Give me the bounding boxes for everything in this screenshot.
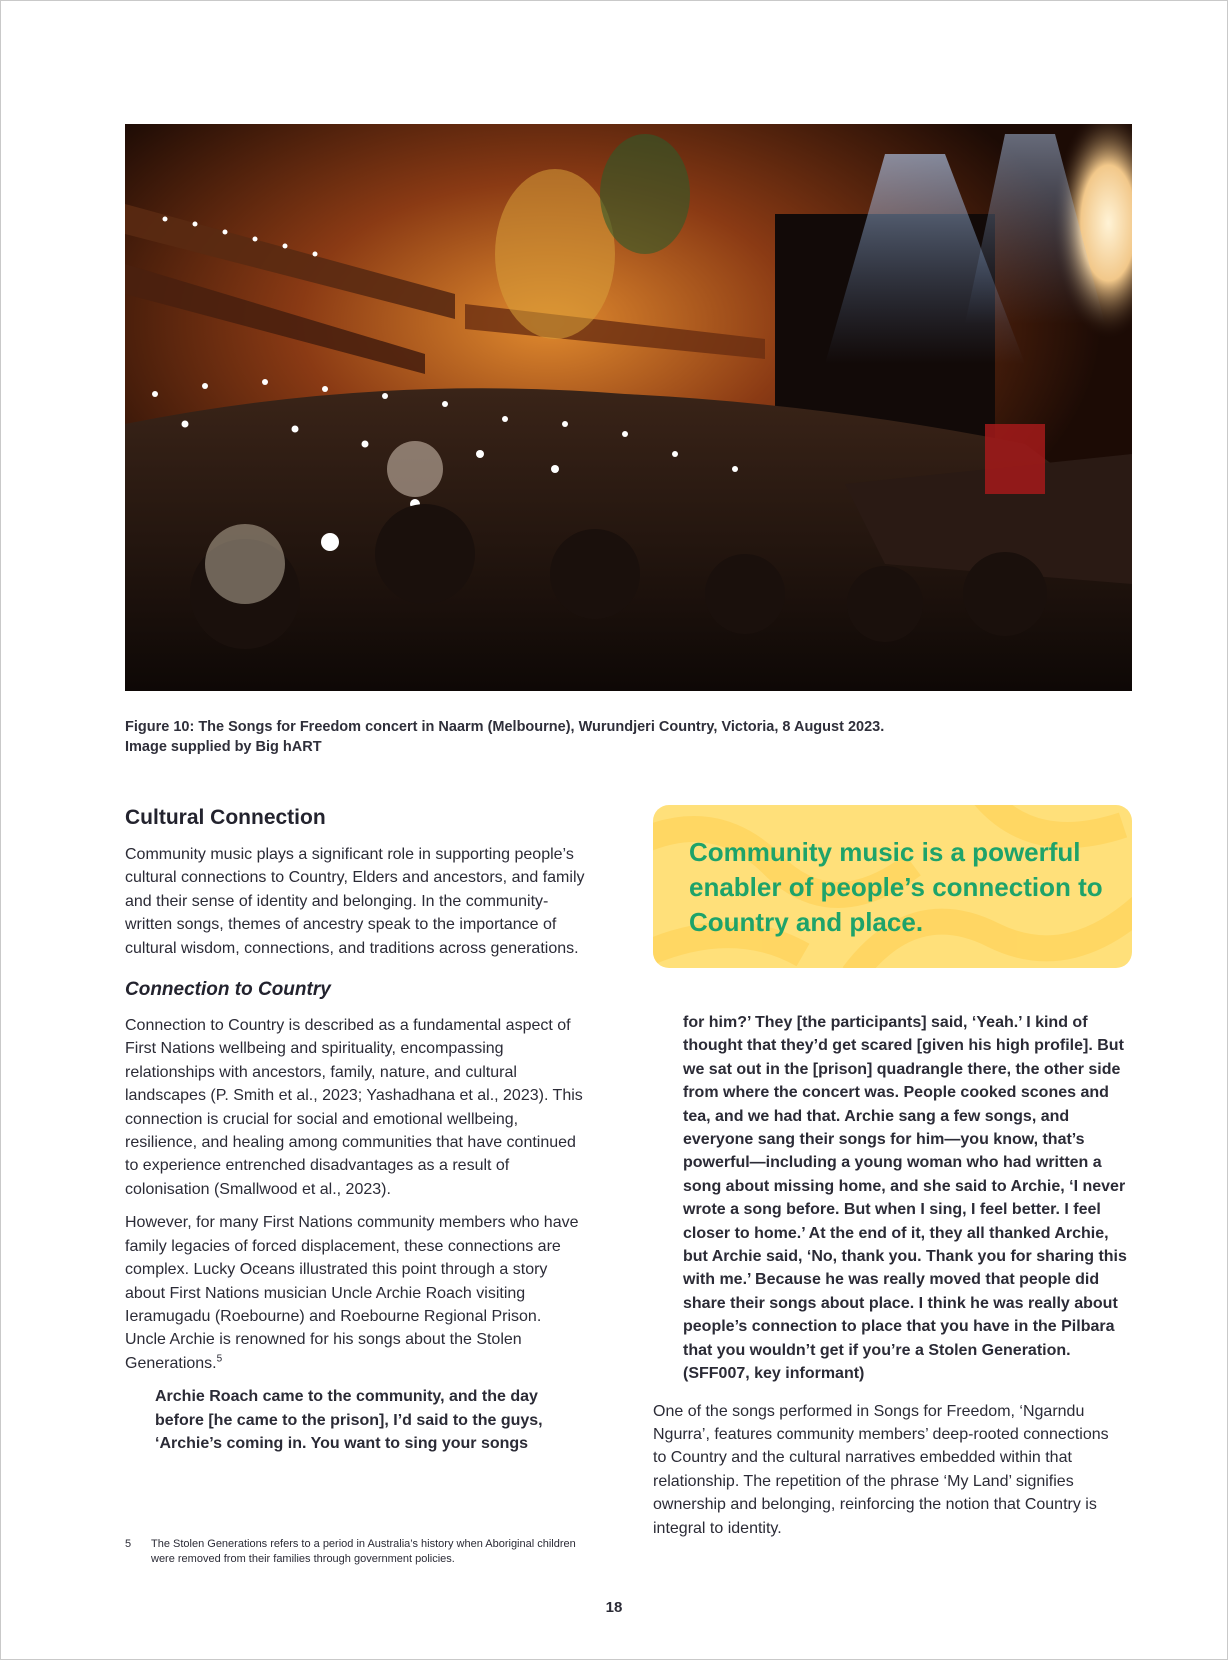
paragraph-ngarndu-ngurra: One of the songs performed in Songs for Freedom, ‘Ngarndu Ngurra’, features community members’ deep-rooted connections to Country and the cultural narratives embedded within that relationship. The repetition of the phrase ‘My Land’ signifies ownership and belonging, reinforcing the notion that Country is integral to identity. [653, 1402, 1109, 1537]
pull-quote-callout [653, 805, 1132, 968]
subsection-heading: Connection to Country [125, 979, 331, 1001]
right-column-quote [654, 1011, 1132, 1550]
paragraph-lucky-oceans [125, 1211, 585, 1375]
footnote [125, 1537, 595, 1566]
concert-photo [125, 124, 1132, 691]
figure-caption [125, 717, 1132, 757]
quote-part-1: Archie Roach came to the community, and the day before [he came to the prison], I’d said to the guys, ‘Archie’s coming in. You want to sing your songs [155, 1388, 543, 1452]
callout-text: Community music is a powerful enabler of people’s connection to Country and place. [689, 837, 1103, 937]
section-heading: Cultural Connection [125, 806, 326, 829]
footnote-number: 5 [125, 1538, 132, 1550]
page-number: 18 [605, 1599, 623, 1616]
intro-paragraph: Community music plays a significant role in supporting people’s cultural connections to Country, Elders and ancestors, and family and their sense of identity and belonging. In the community-written songs, themes of ancestry speak to the importance of cultural wisdom, connections, and traditions across generations. [125, 846, 585, 957]
figure-caption-line-1: Figure 10: The Songs for Freedom concert in Naarm (Melbourne), Wurundjeri Country, Victoria, 8 August 2023. [125, 719, 885, 735]
footnote-reference[interactable]: 5 [216, 1353, 223, 1365]
concert-photo-illustration [125, 124, 1132, 691]
left-column [125, 805, 585, 1455]
figure-caption-credit: Image supplied by Big hART [125, 739, 322, 755]
paragraph-lucky-oceans-text: However, for many First Nations community members who have family legacies of forced displacement, these connections are complex. Lucky Oceans illustrated this point through a story about First Nations musician Uncle Archie Roach visiting Ieramugadu (Roebourne) and Roebourne Regional Prison. Uncle Archie is renowned for his songs about the Stolen Generations. [125, 1214, 579, 1372]
footnote-text: The Stolen Generations refers to a period in Australia’s history when Aboriginal children were removed from their families through government policies. [151, 1538, 576, 1565]
quote-part-2: for him?’ They [the participants] said, ‘Yeah.’ I kind of thought that they’d get scared [given his high profile]. But we sat out in the [prison] quadrangle there, the other side from where the concert was. People cooked scones and tea, and we had that. Archie sang a few songs, and everyone sang their songs for him—you know, that’s powerful—including a young woman who had written a song about missing home, and she said to Archie, ‘I never wrote a song before. But when I sing, I feel better. I feel closer to home.’ At the end of it, they all thanked Archie, but Archie said, ‘No, thank you. Thank you for sharing this with me.’ Because he was really moved that people did share their songs about place. I think he was really about people’s connection to place that you have in the Pilbara that you wouldn’t get if you’re a Stolen Generation. (SFF007, key informant) [683, 1014, 1127, 1383]
paragraph-connection-to-country: Connection to Country is described as a fundamental aspect of First Nations wellbeing and spirituality, encompassing relationships with ancestors, family, nature, and cultural landscapes (P. Smith et al., 2023; Yashadhana et al., 2023). This connection is crucial for social and emotional wellbeing, resilience, and healing among communities that have continued to experience entrenched disadvantages as a result of colonisation (Smallwood et al., 2023). [125, 1017, 583, 1198]
